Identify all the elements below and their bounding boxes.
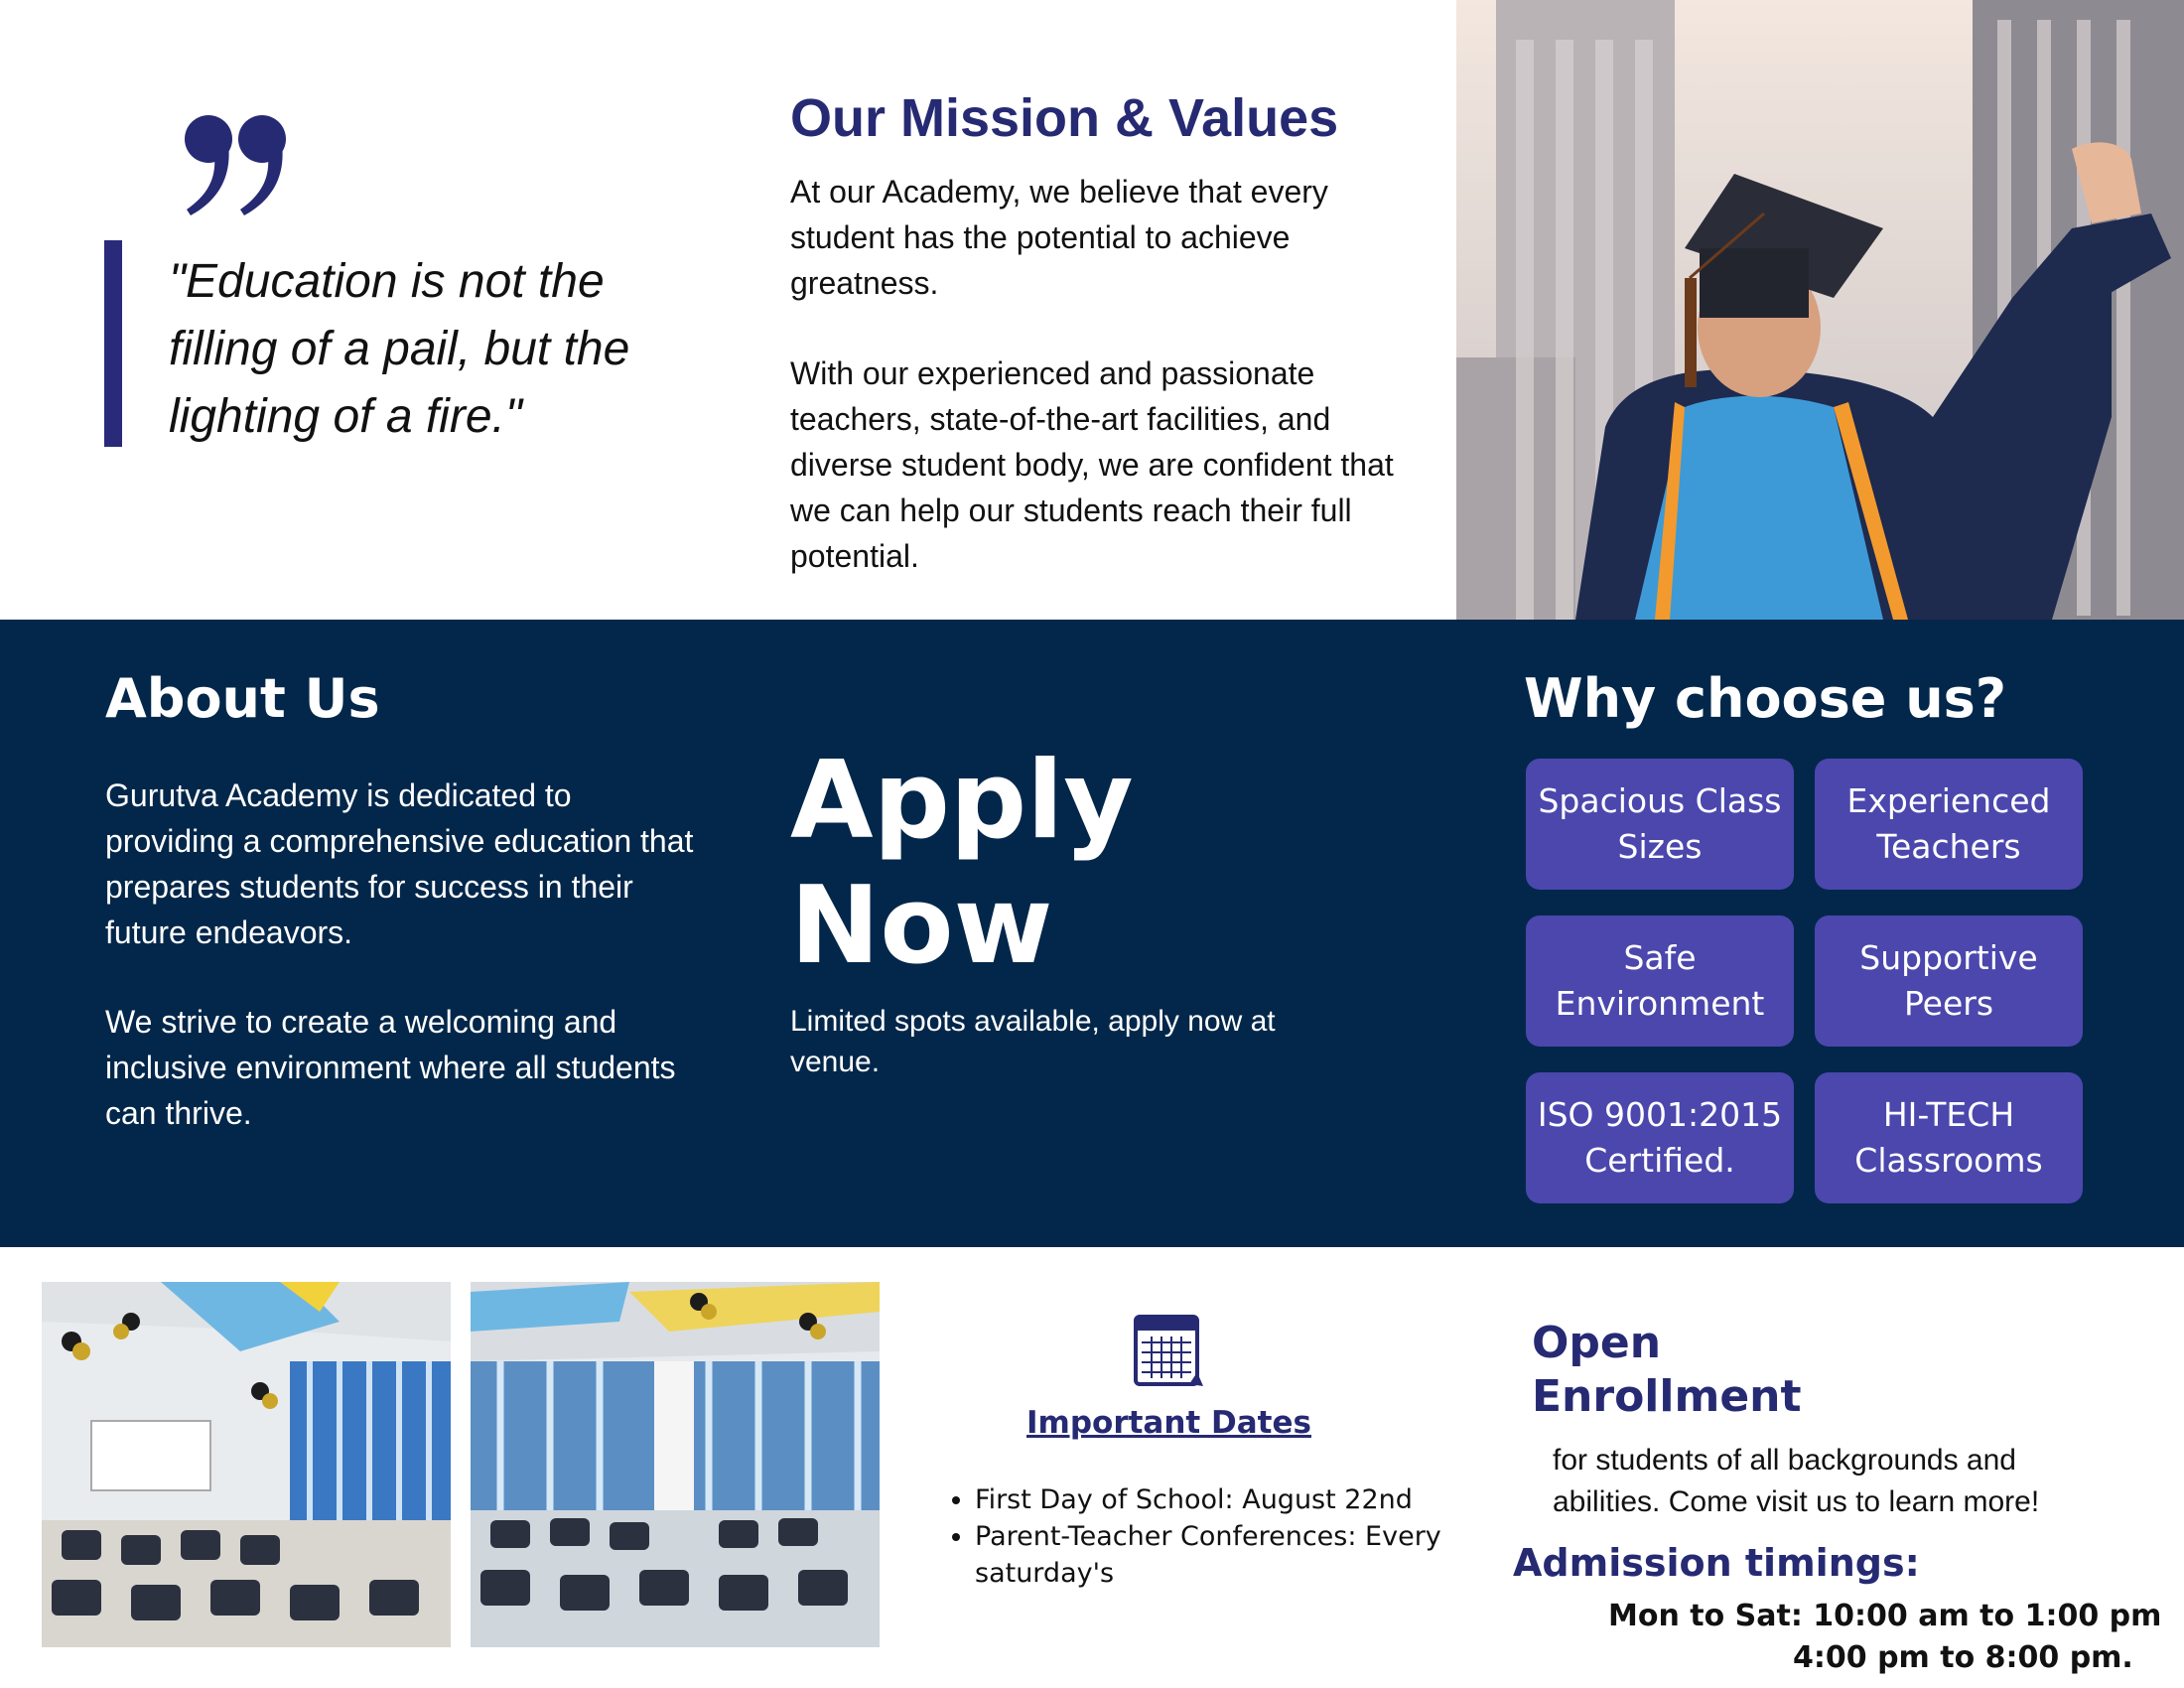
feature-box: Supportive Peers [1815, 915, 2083, 1047]
quote-accent-bar [104, 240, 122, 447]
admission-time-line-2: 4:00 pm to 8:00 pm. [1793, 1640, 2133, 1675]
apply-now-heading: Apply Now [790, 739, 1134, 988]
classroom-photo-1 [42, 1282, 451, 1647]
about-title: About Us [105, 667, 380, 730]
important-dates-list [943, 1481, 1511, 1592]
mission-paragraph-1: At our Academy, we believe that every student has the potential to achieve greatness. [790, 174, 1328, 301]
feature-box: Safe Environment [1526, 915, 1794, 1047]
feature-box: HI-TECH Classrooms [1815, 1072, 2083, 1203]
classroom-photo-2 [471, 1282, 880, 1647]
admission-timings-title: Admission timings: [1513, 1541, 1920, 1585]
quote-icon [179, 104, 298, 223]
mission-title: Our Mission & Values [790, 88, 1339, 148]
feature-box: Spacious Class Sizes [1526, 759, 1794, 890]
important-dates-title: Important Dates [1026, 1405, 1311, 1441]
quote-text: "Education is not the filling of a pail, but the lighting of a fire." [169, 255, 630, 443]
calendar-icon [1132, 1313, 1205, 1390]
feature-box: Experienced Teachers [1815, 759, 2083, 890]
why-choose-title: Why choose us? [1524, 667, 2007, 730]
admission-time-line-1: Mon to Sat: 10:00 am to 1:00 pm [1608, 1599, 2162, 1633]
apply-note: Limited spots available, apply now at venue. [790, 1005, 1276, 1078]
about-paragraph-1: Gurutva Academy is dedicated to providing a comprehensive education that prepares students for success in their future endeavors. [105, 777, 694, 950]
open-enrollment-title: Open Enrollment [1532, 1318, 1802, 1422]
list-item: • Parent-Teacher Conferences: Every saturday's [975, 1518, 1511, 1592]
graduate-photo [1456, 0, 2184, 620]
mission-paragraph-2: With our experienced and passionate teachers, state-of-the-art facilities, and diverse student body, we are confident that we can help our students reach their full potential. [790, 355, 1394, 574]
open-enrollment-text: for students of all backgrounds and abilities. Come visit us to learn more! [1553, 1444, 2040, 1518]
about-paragraph-2: We strive to create a welcoming and inclusive environment where all students can thrive. [105, 1004, 676, 1131]
feature-box: ISO 9001:2015 Certified. [1526, 1072, 1794, 1203]
list-item: • First Day of School: August 22nd [975, 1481, 1511, 1518]
